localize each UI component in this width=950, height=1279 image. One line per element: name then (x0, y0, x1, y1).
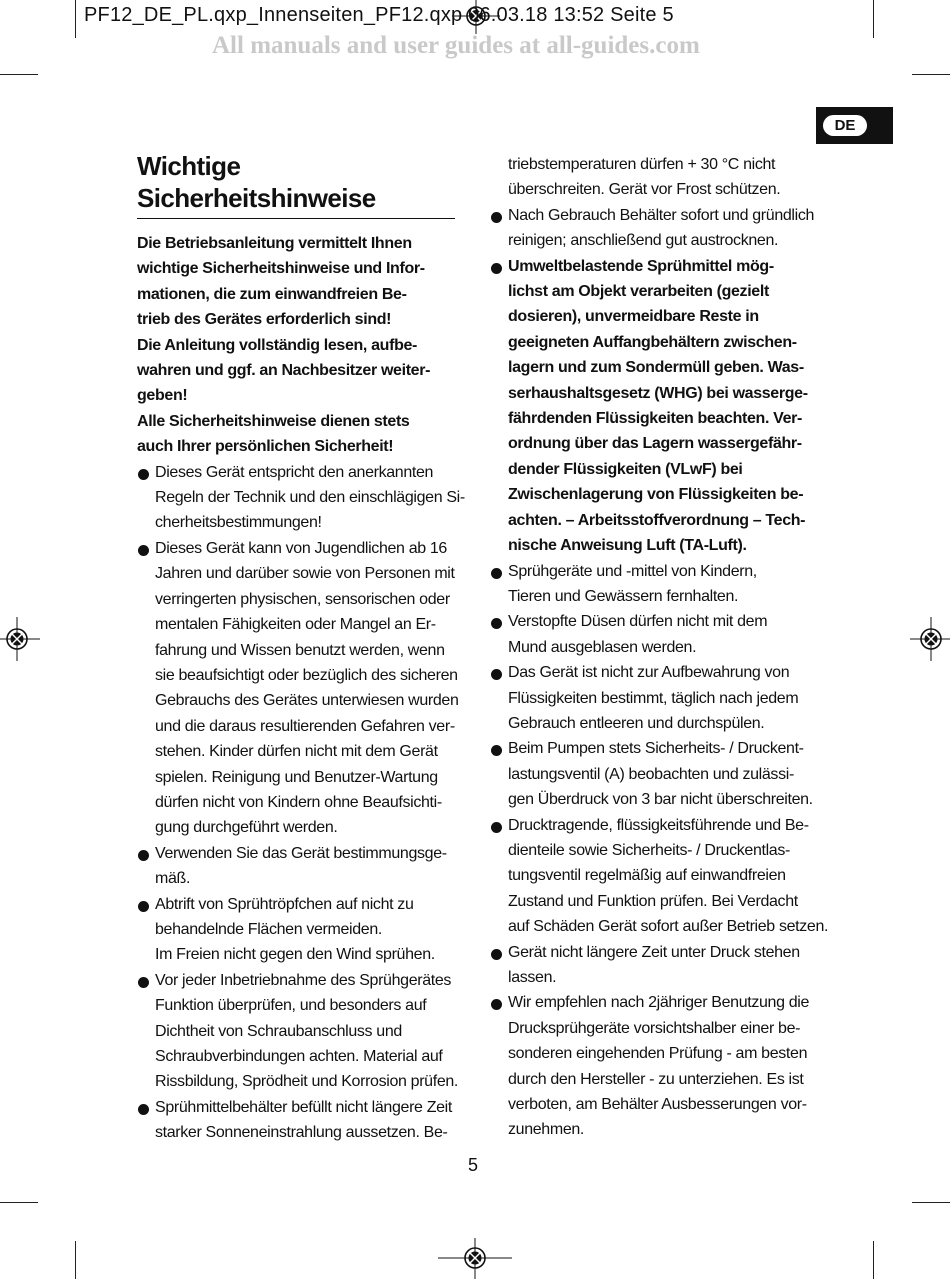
list-item (490, 559, 812, 610)
print-info-header: PF12_DE_PL.qxp_Innenseiten_PF12.qxp 06.03.18 13:52 Seite 5 (84, 4, 674, 26)
list-item-continuation (490, 152, 812, 203)
text-line: mationen, die zum einwandfreien Be- (137, 285, 407, 303)
text-line: Sprühmittelbehälter befüllt nicht längere Zeit (155, 1098, 452, 1116)
text-line: tungsventil regelmäßig auf einwandfreien (508, 867, 786, 885)
crop-mark (75, 0, 76, 38)
text-line: starker Sonneneinstrahlung aussetzen. Be- (155, 1124, 448, 1142)
page-number: 5 (468, 1155, 479, 1175)
title-line: Sicherheitshinweise (137, 183, 376, 213)
text-line: Zustand und Funktion prüfen. Bei Verdacht (508, 892, 798, 910)
language-label: DE (823, 115, 867, 136)
text-line: lagern und zum Sondermüll geben. Was- (508, 359, 804, 377)
text-line: Flüssigkeiten bestimmt, täglich nach jedem (508, 689, 799, 707)
text-line: Wir empfehlen nach 2jähriger Benutzung die (508, 994, 810, 1012)
text-line: spielen. Reinigung und Benutzer-Wartung (155, 768, 438, 786)
text-line: verringerten physischen, sensorischen oder (155, 590, 450, 608)
list-item (490, 660, 812, 736)
text-line: Drucktragende, flüssigkeitsführende und Be- (508, 816, 809, 834)
text-line: Dieses Gerät kann von Jugendlichen ab 16 (155, 539, 447, 557)
safety-list-right (490, 152, 829, 1143)
safety-list-left (137, 460, 465, 1146)
text-line: fährdenden Flüssigkeiten beachten. Ver- (508, 410, 802, 428)
text-line: gung durchgeführt werden. (155, 819, 338, 837)
list-item (490, 813, 829, 940)
list-item (137, 892, 455, 968)
text-line: überschreiten. Gerät vor Frost schützen. (508, 181, 781, 199)
text-line: Die Betriebsanleitung vermittelt Ihnen (137, 235, 412, 252)
text-line: auch Ihrer persönlichen Sicherheit! (137, 438, 394, 456)
text-line: Beim Pumpen stets Sicherheits- / Druckent- (508, 740, 804, 758)
text-line: und die daraus resultierenden Gefahren ver- (155, 717, 455, 735)
text-line: Dichtheit von Schraubanschluss und (155, 1022, 402, 1040)
crop-mark (873, 0, 874, 38)
watermark: All manuals and user guides at all-guides.com (212, 32, 700, 59)
list-item (490, 736, 812, 812)
text-line: Rissbildung, Sprödheit und Korrosion prüfen. (155, 1073, 459, 1091)
right-column (490, 152, 829, 1143)
list-item (490, 254, 812, 559)
intro-paragraph (137, 333, 455, 409)
crop-mark (873, 1241, 874, 1279)
text-line: Nach Gebrauch Behälter sofort und gründlich (508, 206, 815, 224)
text-line: lastungsventil (A) beobachten und zulässi- (508, 765, 794, 783)
text-line: Abtrift von Sprühtröpfchen auf nicht zu (155, 895, 414, 913)
text-line: Tieren und Gewässern fernhalten. (508, 587, 739, 605)
text-line: durch den Hersteller - zu unterziehen. Es ist (508, 1070, 804, 1088)
text-line: sie beaufsichtigt oder bezüglich des sicheren (155, 666, 458, 684)
text-line: geeigneten Auffangbehältern zwischen- (508, 333, 797, 351)
list-item (490, 203, 815, 254)
text-line: ordnung über das Lagern wassergefähr- (508, 435, 802, 453)
list-item (490, 990, 812, 1142)
crop-mark (0, 1202, 38, 1203)
text-line: Im Freien nicht gegen den Wind sprühen. (155, 946, 435, 964)
text-line: sonderen eingehenden Prüfung - am besten (508, 1045, 808, 1063)
text-line: wahren und ggf. an Nachbesitzer weiter- (137, 362, 431, 380)
text-line: Funktion überprüfen, und besonders auf (155, 997, 427, 1015)
text-line: serhaushaltsgesetz (WHG) bei wasserge- (508, 384, 808, 402)
text-line: Sprühgeräte und -mittel von Kindern, (508, 562, 757, 580)
text-line: Gebrauch entleeren und durchspülen. (508, 714, 765, 732)
crop-mark (0, 74, 38, 75)
intro-paragraph (137, 409, 455, 460)
text-line: Vor jeder Inbetriebnahme des Sprühgerätes (155, 971, 452, 989)
crop-mark (75, 1241, 76, 1279)
list-item (137, 841, 455, 892)
registration-mark-icon (0, 617, 40, 661)
crop-mark (912, 74, 950, 75)
text-line: wichtige Sicherheitshinweise und Infor- (137, 260, 425, 278)
text-line: lassen. (508, 969, 557, 986)
text-line: behandelnde Flächen vermeiden. (155, 920, 383, 938)
registration-mark-icon (438, 1238, 512, 1279)
text-line: Drucksprühgeräte vorsichtshalber einer be- (508, 1019, 801, 1037)
intro-block (137, 231, 455, 460)
list-item (137, 536, 459, 841)
text-line: Regeln der Technik und den einschlägigen Si- (155, 489, 465, 507)
text-line: mäß. (155, 870, 191, 888)
list-item (137, 968, 459, 1095)
text-line: dürfen nicht von Kindern ohne Beaufsichti- (155, 793, 442, 811)
list-item (137, 1095, 455, 1146)
text-line: fahrung und Wissen benutzt werden, wenn (155, 641, 445, 659)
text-line: dender Flüssigkeiten (VLwF) bei (508, 460, 743, 478)
text-line: Zwischenlagerung von Flüssigkeiten be- (508, 486, 804, 504)
text-line: zunehmen. (508, 1121, 585, 1139)
list-item (137, 460, 465, 536)
text-line: stehen. Kinder dürfen nicht mit dem Gerät (155, 743, 438, 761)
text-line: verboten, am Behälter Ausbesserungen vor- (508, 1096, 807, 1114)
text-line: Gerät nicht längere Zeit unter Druck stehen (508, 943, 800, 961)
text-line: achten. – Arbeitsstoffverordnung – Tech- (508, 511, 806, 529)
title-line: Wichtige (137, 151, 241, 181)
text-line: mentalen Fähigkeiten oder Mangel an Er- (155, 616, 436, 634)
text-line: Verstopfte Düsen dürfen nicht mit dem (508, 613, 768, 631)
text-line: Gebrauchs des Gerätes unterwiesen wurden (155, 692, 459, 710)
crop-mark (912, 1202, 950, 1203)
registration-mark-icon (910, 617, 950, 661)
text-line: dosieren), unvermeidbare Reste in (508, 308, 759, 326)
text-line: triebstemperaturen dürfen + 30 °C nicht (508, 156, 776, 173)
intro-paragraph (137, 231, 455, 333)
text-line: geben! (137, 387, 188, 405)
text-line: auf Schäden Gerät sofort außer Betrieb setzen. (508, 918, 829, 936)
text-line: dienteile sowie Sicherheits- / Druckentlas- (508, 841, 790, 859)
language-tab (816, 107, 893, 144)
text-line: nische Anweisung Luft (TA-Luft). (508, 537, 747, 555)
text-line: Jahren und darüber sowie von Personen mit (155, 565, 455, 583)
text-line: Die Anleitung vollständig lesen, aufbe- (137, 336, 418, 354)
list-item (490, 609, 812, 660)
text-line: Schraubverbindungen achten. Material auf (155, 1048, 443, 1065)
text-line: cherheitsbestimmungen! (155, 514, 322, 532)
list-item (490, 940, 812, 991)
text-line: lichst am Objekt verarbeiten (gezielt (508, 283, 769, 301)
text-line: Umweltbelastende Sprühmittel mög- (508, 257, 774, 275)
text-line: Das Gerät ist nicht zur Aufbewahrung von (508, 664, 790, 682)
text-line: gen Überdruck von 3 bar nicht überschreiten. (508, 791, 813, 809)
text-line: reinigen; anschließend gut austrocknen. (508, 232, 779, 250)
text-line: Mund ausgeblasen werden. (508, 638, 697, 656)
text-line: Alle Sicherheitshinweise dienen stets (137, 412, 410, 430)
page-title (137, 150, 455, 219)
text-line: Verwenden Sie das Gerät bestimmungsge- (155, 844, 447, 862)
left-column (137, 150, 465, 1146)
text-line: trieb des Gerätes erforderlich sind! (137, 311, 392, 329)
text-line: Dieses Gerät entspricht den anerkannten (155, 463, 434, 481)
